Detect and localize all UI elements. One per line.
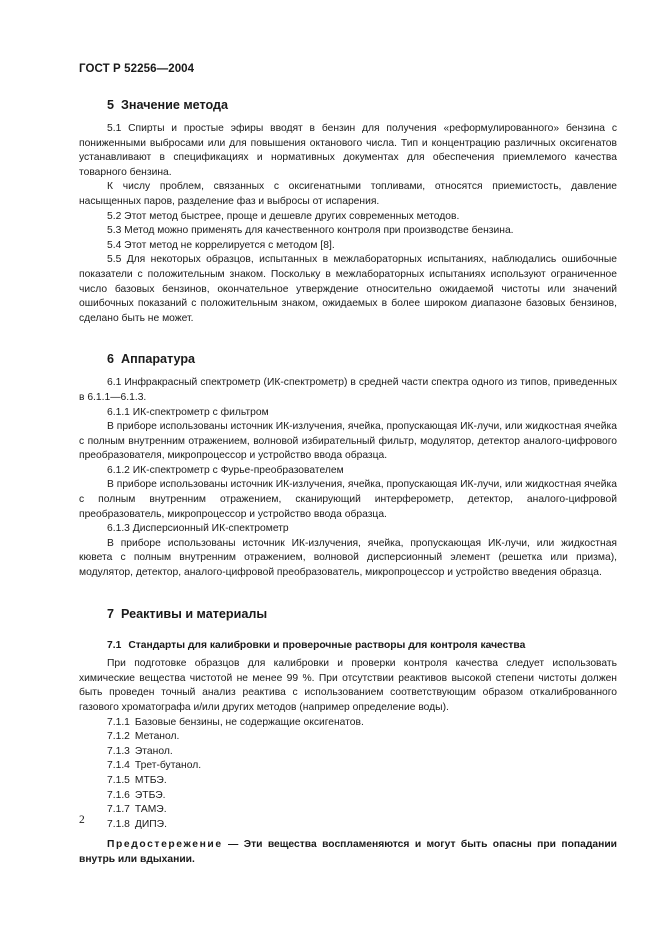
section-5-title: Значение метода — [121, 98, 229, 112]
list-item-number: 7.1.5 — [107, 774, 130, 786]
section-6-title: Аппаратура — [121, 352, 196, 367]
paragraph-6-1-1: В приборе использованы источник ИК-излучения, ячейка, пропускающая ИК-лучи, или жидкостная ячейка с полным внутренним отражением, волновой избирательный фильтр, модулятор, детектор аналого-цифрового преобразователя, микропроцессор и устройство ввода образца. — [79, 421, 617, 462]
list-item-text: Трет-бутанол. — [134, 760, 202, 772]
section-7-number: 7 — [107, 606, 115, 621]
list-item-text: Базовые бензины, не содержащие оксигенатов. — [134, 716, 364, 728]
list-item-text: ДИПЭ. — [134, 818, 167, 830]
subsection-7-1-title: Стандарты для калибровки и проверочные растворы для контроля качества — [128, 639, 526, 651]
list-item-number: 7.1.3 — [107, 745, 130, 757]
paragraph-6-1-2: В приборе использованы источник ИК-излучения, ячейка, пропускающая ИК-лучи, или жидкостная ячейка с полным внутренним отражением, сканирующий интерферометр, детектор, аналого-цифровой преобразователь, микропроцессор и устройство ввода образца. — [79, 479, 617, 520]
paragraph-5-1: 5.1 Спирты и простые эфиры вводят в бензин для получения «реформулированного» бензина с пониженными выбросами или для повышения октанового числа. Тип и концентрацию различных оксигенатов устанавливают в спецификациях и нормативных документах для обеспечения приемлемого качества товарного бензина. — [79, 123, 617, 178]
list-item — [79, 803, 617, 818]
list-item — [79, 789, 617, 804]
list-item — [79, 730, 617, 745]
warning-text: — Эти вещества воспламеняются и могут быть опасны при попадании внутрь или вдыхании. — [79, 839, 617, 865]
page-number: 2 — [79, 814, 85, 826]
paragraph-6-1-3: В приборе использованы источник ИК-излучения, ячейка, пропускающая ИК-лучи, или жидкостная кювета с полным внутренним отражением, волновой дисперсионный элемент (решетка или призма), модулятор, детектор, аналого-цифровой преобразователь, микропроцессор и устройство введения образца. — [79, 537, 617, 579]
subsection-6-1-3-title: 6.1.3 Дисперсионный ИК-спектрометр — [107, 523, 289, 535]
reagent-list — [79, 716, 617, 833]
list-item-number: 7.1.4 — [107, 760, 130, 772]
subsection-7-1-heading — [79, 639, 617, 654]
section-7-heading — [79, 606, 617, 622]
list-item — [79, 818, 617, 833]
list-item-number: 7.1.8 — [107, 818, 130, 830]
list-item-text: МТБЭ. — [134, 774, 167, 786]
paragraph-5-5: 5.5 Для некоторых образцов, испытанных в межлабораторных испытаниях, наблюдались ошибочные показатели с положительным знаком. Поскольку в межлабораторных испытаниях используют ограниченное число базовых бензинов, окончательное утверждение относительно ожидаемой чистоты или значений ошибочных показаний с положительным знаком, ожидаемых в более широком диапазоне базовых бензинов, сделано быть не может. — [79, 254, 617, 324]
paragraph-7-1: При подготовке образцов для калибровки и проверки контроля качества следует использовать химические вещества чистотой не менее 99 %. При отсутствии реактивов высокой степени чистоты должен быть проведен точный анализ реактива с использованием соответствующим образом откалиброванного газового хроматографа и/или других методов (например определение воды). — [79, 658, 617, 713]
subsection-7-1-number: 7.1 — [107, 639, 122, 651]
document-body — [79, 90, 617, 868]
list-item-text: Метанол. — [134, 731, 180, 743]
subsection-6-1-2-title: 6.1.2 ИК-спектрометр с Фурье-преобразователем — [107, 464, 344, 476]
section-7-title: Реактивы и материалы — [121, 606, 268, 621]
document-header: ГОСТ Р 52256—2004 — [79, 63, 195, 75]
section-6-heading — [79, 351, 617, 367]
list-item — [79, 759, 617, 774]
section-6-number: 6 — [107, 352, 115, 367]
list-item — [79, 745, 617, 760]
paragraph-6-1: 6.1 Инфракрасный спектрометр (ИК-спектрометр) в средней части спектра одного из типов, приведенных в 6.1.1—6.1.3. — [79, 377, 617, 403]
warning-paragraph — [79, 838, 617, 867]
list-item-text: ТАМЭ. — [134, 804, 167, 816]
list-item-number: 7.1.2 — [107, 731, 130, 743]
list-item — [79, 716, 617, 731]
list-item-text: Этанол. — [134, 745, 173, 757]
list-item-number: 7.1.7 — [107, 804, 130, 816]
section-5-heading — [79, 97, 617, 113]
paragraph-5-4: 5.4 Этот метод не коррелируется с методом [8]. — [107, 239, 335, 251]
subsection-6-1-1-title: 6.1.1 ИК-спектрометр с фильтром — [107, 406, 269, 418]
list-item-number: 7.1.6 — [107, 789, 130, 801]
paragraph-problems: К числу проблем, связанных с оксигенатными топливами, относятся приемистость, давление насыщенных паров, разделение фаз и выбросы от испарения. — [79, 181, 617, 207]
list-item — [79, 774, 617, 789]
paragraph-5-2: 5.2 Этот метод быстрее, проще и дешевле других современных методов. — [107, 210, 460, 222]
list-item-text: ЭТБЭ. — [134, 789, 166, 801]
warning-label: Предостережение — [107, 839, 223, 851]
paragraph-5-3: 5.3 Метод можно применять для качественного контроля при производстве бензина. — [107, 225, 514, 237]
list-item-number: 7.1.1 — [107, 716, 130, 728]
section-5-number: 5 — [107, 98, 115, 112]
